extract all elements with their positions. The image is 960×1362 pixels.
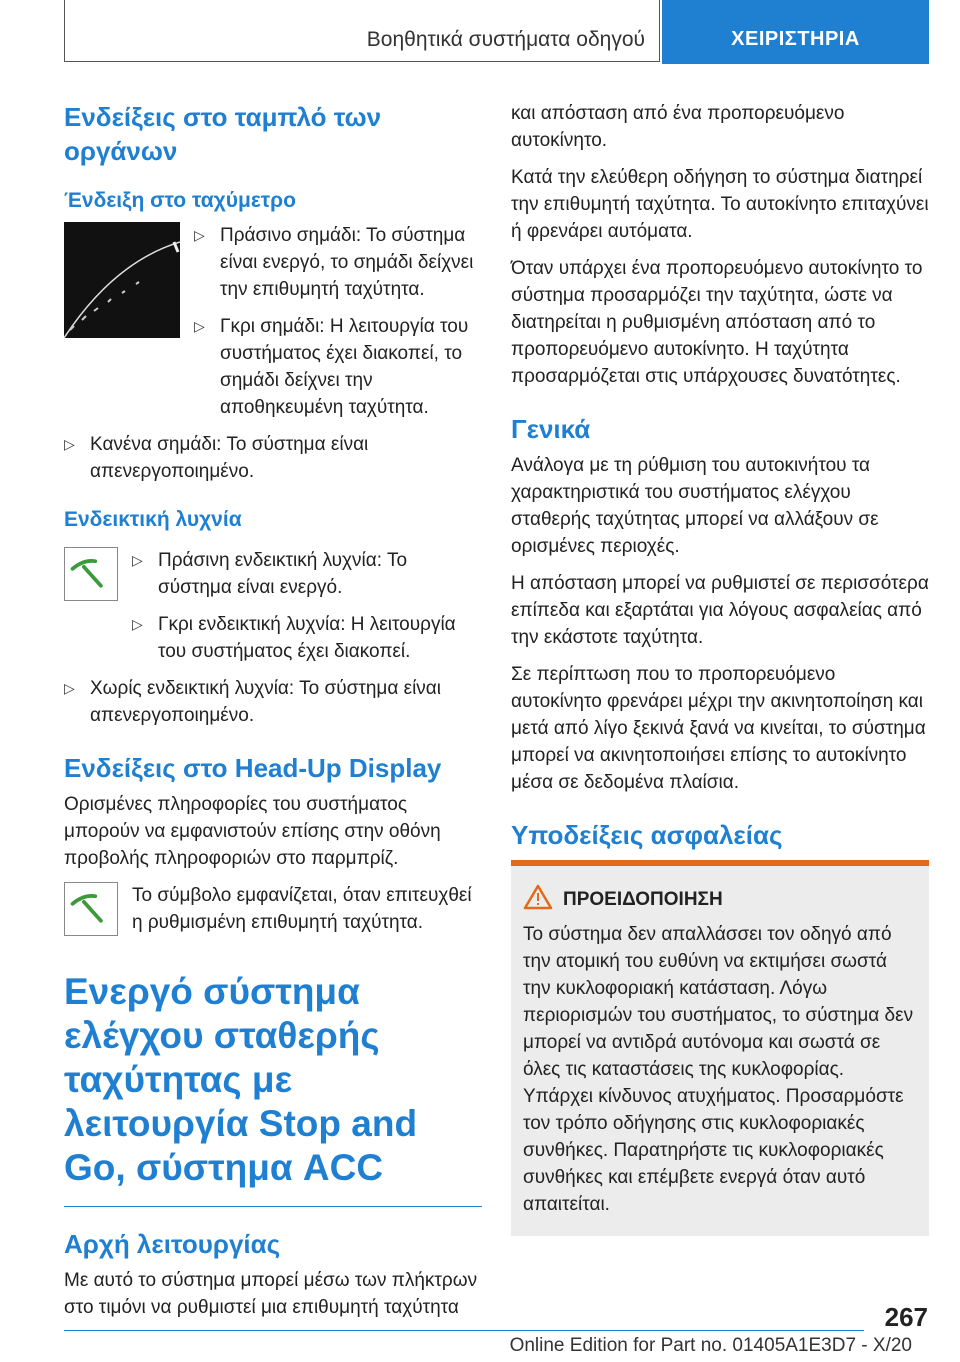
speedo-item-grey: Γκρι σημάδι: Η λειτουργία του συστήματος έχει διακοπεί, το σημάδι δείχνει την αποθηκευμένη ταχύτητα. — [220, 316, 469, 418]
left-column — [64, 100, 482, 1321]
hud-symbol-text: Το σύμβολο εμφανίζεται, όταν επιτευχθεί η ρυθμισμένη επιθυμητή ταχύτητα. — [132, 885, 472, 933]
heading-rule — [64, 1206, 482, 1207]
hud-text: Ορισμένες πληροφορίες του συστήματος μπορούν να εμφανιστούν επίσης στην οθόνη προβολής πληροφοριών στο παρμπρίζ. — [64, 794, 441, 869]
lamp-item-green: Πράσινη ενδεικτική λυχνία: Το σύστημα είναι ενεργό. — [158, 550, 408, 598]
chapter-tab — [662, 0, 929, 64]
triangle-bullet-icon: ▷ — [64, 436, 75, 452]
heading-principle: Αρχή λειτουργίας — [64, 1229, 281, 1259]
lamp-item-grey: Γκρι ενδεικτική λυχνία: Η λειτουργία του συστήματος έχει διακοπεί. — [158, 614, 456, 662]
footer — [64, 1330, 912, 1356]
chapter-title: ΧΕΙΡΙΣΤΗΡΙΑ — [731, 28, 860, 50]
triangle-bullet-icon: ▷ — [132, 616, 143, 632]
continued-text-1: και απόσταση από ένα προπορευόμενο αυτοκίνητο. — [511, 103, 845, 151]
speedo-item-none: Κανένα σημάδι: Το σύστημα είναι απενεργοποιημένο. — [90, 434, 369, 482]
speedo-item-green: Πράσινο σημάδι: Το σύστημα είναι ενεργό, το σημάδι δείχνει την επιθυμητή ταχύτητα. — [220, 225, 474, 300]
triangle-bullet-icon: ▷ — [132, 552, 143, 568]
warning-title: ΠΡΟΕΙΔΟΠΟΙΗΣΗ — [563, 888, 723, 910]
triangle-bullet-icon: ▷ — [64, 680, 75, 696]
general-text-3: Σε περίπτωση που το προπορευόμενο αυτοκίνητο φρενάρει μέχρι την ακινητοποίηση και μετά από λίγο ξεκινά ξανά να κινείται, το σύστημα μπορεί να ακινητοποιήσει επίσης το αυτοκίνητο μέσα σε δεδομένα πλαίσια. — [511, 664, 926, 793]
heading-acc: Ενεργό σύστημα ελέγχου σταθερής ταχύτητας με λειτουργία Stop and Go, σύστημα ACC — [64, 971, 418, 1188]
edition-text: Online Edition for Part no. 01405A1E3D7 - X/20 — [509, 1335, 912, 1356]
heading-hud: Ενδείξεις στο Head-Up Display — [64, 753, 442, 783]
continued-text-3: Όταν υπάρχει ένα προπορευόμενο αυτοκίνητο το σύστημα προσαρμόζει την ταχύτητα, ώστε να διατηρείται η ρυθμισμένη απόσταση από το προπορευόμενο αυτοκίνητο. Η ταχύτητα προσαρμόζεται στις υπάρχουσες δυνατότητες. — [511, 258, 923, 387]
heading-safety: Υποδείξεις ασφαλείας — [511, 820, 783, 850]
section-title: Βοηθητικά συστήματα οδηγού — [366, 28, 645, 51]
heading-general: Γενικά — [511, 414, 591, 444]
heading-indicator-lamp: Ενδεικτική λυχνία — [64, 508, 242, 531]
acc-indicator-icon — [64, 547, 118, 601]
principle-text: Με αυτό το σύστημα μπορεί μέσω των πλήκτρων στο τιμόνι να ρυθμιστεί μια επιθυμητή ταχύτητα — [64, 1270, 478, 1318]
continued-text-2: Κατά την ελεύθερη οδήγηση το σύστημα διατηρεί την επιθυμητή ταχύτητα. Το αυτοκίνητο επιταχύνει ή φρενάρει αυτόματα. — [511, 167, 929, 242]
right-column — [511, 100, 929, 1236]
lamp-item-none: Χωρίς ενδεικτική λυχνία: Το σύστημα είναι απενεργοποιημένο. — [90, 678, 441, 726]
general-text-1: Ανάλογα με τη ρύθμιση του αυτοκινήτου τα χαρακτηριστικά του συστήματος ελέγχου σταθερής ταχύτητας μπορεί να αλλάξουν σε ορισμένες περιοχές. — [511, 455, 879, 557]
warning-triangle-icon — [523, 884, 553, 915]
section-tab — [64, 0, 660, 62]
warning-text: Το σύστημα δεν απαλλάσσει τον οδηγό από την ατομική του ευθύνη να εκτιμήσει σωστά την κυκλοφοριακή κατάσταση. Λόγω περιορισμών του συστήματος, το σύστημα δεν μπορεί να αντιδρά αυτόνομα και σωστά σε όλες τις καταστάσεις της κυκλοφορίας. Υπάρχει κίνδυνος ατυχήματος. Προσαρμόστε τον τρόπο οδήγησης στις κυκλοφοριακές συνθήκες. Παρατηρήστε τις κυκλοφοριακές συνθήκες και επέμβετε ενεργά όταν αυτό απαιτείται. — [523, 924, 914, 1215]
speedometer-image — [64, 222, 180, 338]
heading-indicators: Ενδείξεις στο ταμπλό των οργάνων — [64, 102, 382, 166]
heading-speedometer: Ένδειξη στο ταχύμετρο — [64, 189, 296, 212]
triangle-bullet-icon: ▷ — [194, 318, 205, 334]
hud-acc-symbol-icon — [64, 882, 118, 936]
general-text-2: Η απόσταση μπορεί να ρυθμιστεί σε περισσότερα επίπεδα και εξαρτάται για λόγους ασφαλείας από την εκάστοτε ταχύτητα. — [511, 573, 929, 648]
warning-box — [511, 860, 929, 1236]
page-header — [64, 0, 929, 64]
triangle-bullet-icon: ▷ — [194, 227, 205, 243]
page-number: 267 — [884, 1302, 928, 1332]
